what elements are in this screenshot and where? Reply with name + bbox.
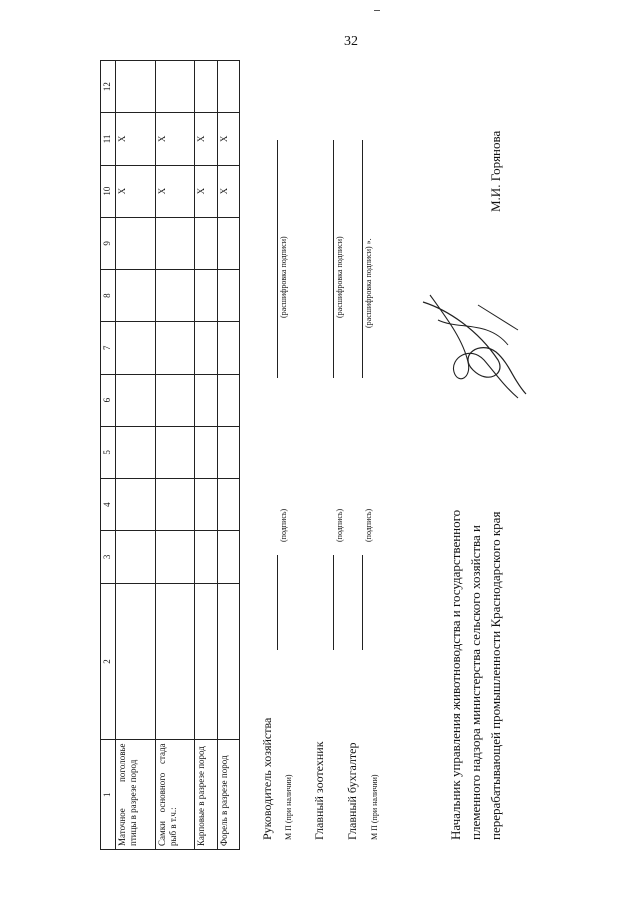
table-cell bbox=[116, 322, 156, 374]
zootech-sign-line bbox=[333, 555, 334, 650]
table-cell bbox=[217, 217, 239, 269]
header-cell: 1 bbox=[101, 740, 116, 850]
table-cell bbox=[155, 61, 195, 113]
head-decode-hint: (расшифровка подписи) bbox=[279, 236, 288, 318]
page-mark bbox=[374, 10, 380, 11]
table-cell bbox=[217, 479, 239, 531]
table-cell bbox=[195, 479, 217, 531]
accountant-mp: М П (при наличии) bbox=[370, 774, 379, 840]
header-cell: 5 bbox=[101, 426, 116, 478]
table-cell bbox=[116, 479, 156, 531]
table-cell bbox=[195, 217, 217, 269]
table-cell bbox=[195, 583, 217, 740]
table-cell bbox=[217, 374, 239, 426]
table-cell: Х bbox=[217, 113, 239, 165]
table-cell bbox=[116, 61, 156, 113]
zootech-decode-line bbox=[333, 140, 334, 378]
data-table bbox=[100, 60, 240, 850]
table-cell: Х bbox=[155, 165, 195, 217]
table-header-row bbox=[101, 61, 116, 850]
table-cell bbox=[155, 531, 195, 583]
footer-line-1: Начальник управления животноводства и государственного bbox=[448, 509, 463, 840]
header-cell: 9 bbox=[101, 217, 116, 269]
table-cell bbox=[217, 583, 239, 740]
table-cell bbox=[155, 426, 195, 478]
footer-line-3: перерабатывающей промышленности Краснодарского края bbox=[488, 511, 503, 840]
table-cell bbox=[116, 270, 156, 322]
table-cell bbox=[217, 61, 239, 113]
header-cell: 4 bbox=[101, 479, 116, 531]
table-cell bbox=[116, 426, 156, 478]
table-cell: Х bbox=[217, 165, 239, 217]
table-cell bbox=[217, 322, 239, 374]
zootech-title: Главный зоотехник bbox=[312, 741, 326, 840]
zootech-decode-hint: (расшифровка подписи) bbox=[335, 236, 344, 318]
table-cell bbox=[155, 322, 195, 374]
table-cell bbox=[155, 583, 195, 740]
header-cell: 3 bbox=[101, 531, 116, 583]
table-cell bbox=[155, 217, 195, 269]
table-cell: Х bbox=[116, 113, 156, 165]
table-cell bbox=[155, 270, 195, 322]
header-cell: 12 bbox=[101, 61, 116, 113]
head-sign-hint: (подпись) bbox=[279, 508, 288, 542]
table-cell bbox=[116, 583, 156, 740]
row-label: Карповые в разрезе пород bbox=[195, 740, 217, 850]
head-mp: М П (при наличии) bbox=[284, 774, 293, 840]
table-cell bbox=[116, 374, 156, 426]
accountant-decode-line bbox=[362, 140, 363, 378]
table-cell: Х bbox=[155, 113, 195, 165]
handwritten-signature bbox=[418, 290, 528, 400]
table-row bbox=[217, 61, 239, 850]
table-cell bbox=[217, 270, 239, 322]
accountant-decode-hint: (расшифровка подписи) ». bbox=[364, 238, 373, 328]
table-cell bbox=[116, 217, 156, 269]
header-cell: 10 bbox=[101, 165, 116, 217]
row-label: Форель в разрезе пород bbox=[217, 740, 239, 850]
table-cell bbox=[195, 374, 217, 426]
table-row bbox=[155, 61, 195, 850]
table-cell bbox=[217, 531, 239, 583]
table-cell: Х bbox=[195, 165, 217, 217]
table-row bbox=[116, 61, 156, 850]
header-cell: 6 bbox=[101, 374, 116, 426]
table-cell: Х bbox=[195, 113, 217, 165]
footer-line-2: племенного надзора министерства сельского хозяйства и bbox=[468, 525, 483, 840]
row-label: Самки основного стада рыб в т.ч.: bbox=[155, 740, 195, 850]
table-cell bbox=[116, 531, 156, 583]
header-cell: 7 bbox=[101, 322, 116, 374]
table-cell bbox=[155, 374, 195, 426]
zootech-sign-hint: (подпись) bbox=[335, 508, 344, 542]
table-cell bbox=[217, 426, 239, 478]
accountant-title: Главный бухгалтер bbox=[345, 742, 359, 840]
accountant-sign-line bbox=[362, 555, 363, 650]
signer-name: М.И. Горянова bbox=[488, 130, 503, 212]
table-row bbox=[195, 61, 217, 850]
header-cell: 2 bbox=[101, 583, 116, 740]
head-decode-line bbox=[277, 140, 278, 378]
table-cell bbox=[195, 270, 217, 322]
page-number: 32 bbox=[344, 34, 358, 49]
head-sign-line bbox=[277, 555, 278, 650]
accountant-sign-hint: (подпись) bbox=[364, 508, 373, 542]
table-cell: Х bbox=[116, 165, 156, 217]
table-cell bbox=[195, 426, 217, 478]
head-title: Руководитель хозяйства bbox=[260, 717, 274, 840]
table-cell bbox=[195, 322, 217, 374]
row-label: Маточное поголовье птицы в разрезе пород bbox=[116, 740, 156, 850]
header-cell: 11 bbox=[101, 113, 116, 165]
header-cell: 8 bbox=[101, 270, 116, 322]
table-cell bbox=[155, 479, 195, 531]
table-cell bbox=[195, 531, 217, 583]
table-cell bbox=[195, 61, 217, 113]
